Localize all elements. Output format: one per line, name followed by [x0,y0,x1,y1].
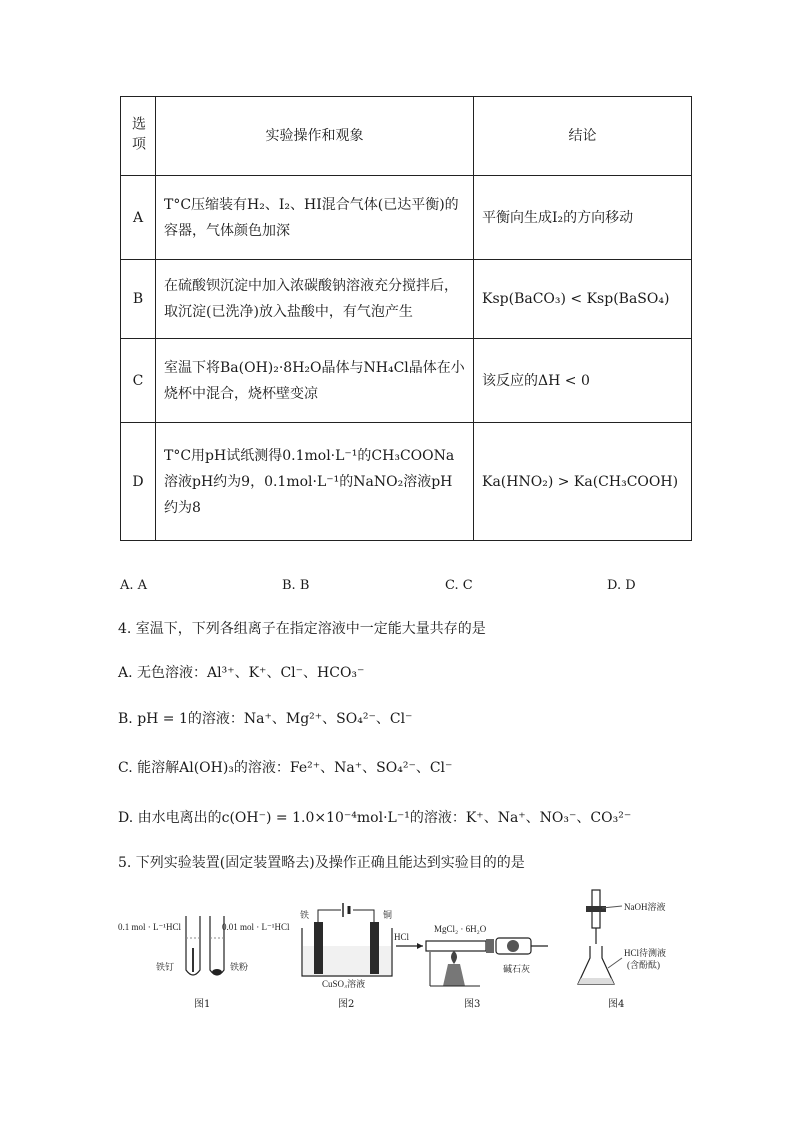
fig2-caption: 图2 [338,999,355,1010]
row-conclusion: Ksp(BaCO₃) < Ksp(BaSO₄) [474,260,692,339]
q5-stem: 5. 下列实验装置(固定装置略去)及操作正确且能达到实验目的的是 [118,855,525,871]
header-conclusion: 结论 [474,97,692,176]
fig4-caption: 图4 [608,999,625,1010]
answer-option-a[interactable]: A. A [120,578,148,593]
fig3-label-hcl: HCl [394,932,410,942]
header-option: 选项 [121,97,156,176]
flame-icon [451,951,457,964]
q4-option-d[interactable]: D. 由水电离出的c(OH⁻) = 1.0×10⁻⁴mol·L⁻¹的溶液：K⁺、Na⁺、NO₃⁻、CO₃²⁻ [118,810,632,826]
row-option: A [121,176,156,260]
row-conclusion: 该反应的ΔH < 0 [474,339,692,423]
row-conclusion: Ka(HNO₂) > Ka(CH₃COOH) [474,423,692,541]
figure-3 [388,888,558,1018]
copper-electrode-icon [370,922,379,974]
figure-1 [118,888,298,1018]
answer-option-c[interactable]: C. C [445,578,473,593]
table-row [121,260,692,339]
stopcock-icon [586,906,606,912]
fig1-test-tubes [118,888,298,988]
row-conclusion: 平衡向生成I₂的方向移动 [474,176,692,260]
iron-electrode-icon [314,922,323,974]
row-option: C [121,339,156,423]
table-header-row [121,97,692,176]
q4-stem: 4. 室温下，下列各组离子在指定溶液中一定能大量共存的是 [118,621,486,637]
answer-options [120,578,720,600]
fig1-label-nail: 铁钉 [156,962,175,972]
table-row [121,176,692,260]
figure-4 [572,888,702,1018]
arrow-right-icon [417,943,423,949]
fig2-label-sol: CuSO₄溶液 [322,979,366,988]
row-operation: T°C用pH试纸测得0.1mol·L⁻¹的CH₃COONa溶液pH约为9，0.1mol·L⁻¹的NaNO₂溶液pH约为8 [156,423,474,541]
figure-2 [292,888,402,1018]
iron-powder-icon [212,969,222,975]
fig2-label-cu: 铜 [383,910,393,920]
fig4-label-naoh: NaOH溶液 [624,902,666,912]
fig2-label-fe: 铁 [300,910,310,920]
fig4-titration-setup [572,888,702,988]
alcohol-lamp-icon [443,964,465,986]
row-option: B [121,260,156,339]
row-option: D [121,423,156,541]
table-row [121,423,692,541]
fig1-label-hcl2: 0.01 mol · L⁻¹HCl [222,922,290,932]
fig4-label-indicator: (含酚酞) [627,960,660,970]
fig3-label-mg: MgCl₂ · 6H₂O [434,924,487,934]
q4-option-a[interactable]: A. 无色溶液：Al³⁺、K⁺、Cl⁻、HCO₃⁻ [118,665,365,681]
row-operation: 在硫酸钡沉淀中加入浓碳酸钠溶液充分搅拌后，取沉淀(已洗净)放入盐酸中，有气泡产生 [156,260,474,339]
experiment-table [120,96,692,541]
fig1-caption: 图1 [194,999,211,1010]
q4-option-b[interactable]: B. pH = 1的溶液：Na⁺、Mg²⁺、SO₄²⁻、Cl⁻ [118,711,413,727]
fig3-label-lime: 碱石灰 [503,964,531,974]
row-operation: 室温下将Ba(OH)₂·8H₂O晶体与NH₄Cl晶体在小烧杯中混合，烧杯壁变凉 [156,339,474,423]
row-operation: T°C压缩装有H₂、I₂、HI混合气体(已达平衡)的容器，气体颜色加深 [156,176,474,260]
answer-option-b[interactable]: B. B [282,578,310,593]
fig1-label-hcl1: 0.1 mol · L⁻¹HCl [118,922,181,932]
fig2-electrolysis-cell [292,888,402,988]
fig3-heating-apparatus [388,888,558,988]
fig1-label-powder: 铁粉 [230,962,249,972]
answer-option-d[interactable]: D. D [607,578,636,593]
fig4-label-hcl: HCl待测液 [624,948,667,958]
q4-option-c[interactable]: C. 能溶解Al(OH)₃的溶液：Fe²⁺、Na⁺、SO₄²⁻、Cl⁻ [118,760,453,776]
header-operation: 实验操作和观象 [156,97,474,176]
fig3-caption: 图3 [464,999,481,1010]
table-row [121,339,692,423]
